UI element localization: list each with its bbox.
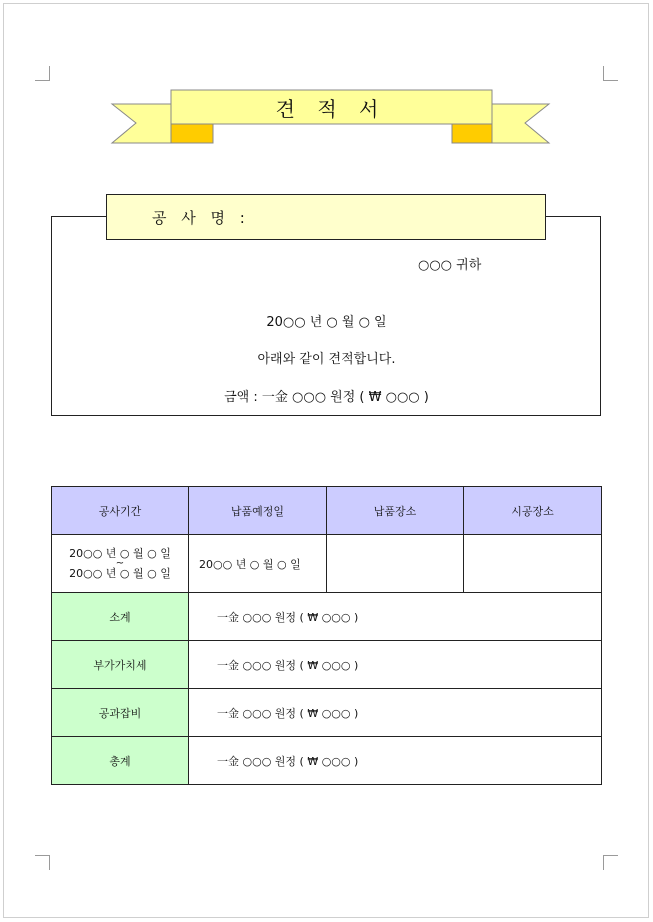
- table-header-row: [52, 487, 602, 535]
- period-end: 20○○ 년 ○ 월 ○ 일: [69, 566, 171, 580]
- misc-expense-label: 공과잡비: [52, 689, 189, 737]
- vat-amount: 一金 ○○○ 원정 ( ₩ ○○○ ): [189, 641, 602, 689]
- delivery-date-cell: [189, 535, 327, 593]
- period-start: 20○○ 년 ○ 월 ○ 일: [69, 546, 171, 560]
- delivery-place-cell: [327, 535, 464, 593]
- table-row: [52, 641, 602, 689]
- table-row: [52, 737, 602, 785]
- misc-expense-amount: 一金 ○○○ 원정 ( ₩ ○○○ ): [189, 689, 602, 737]
- table-row: [52, 593, 602, 641]
- header-delivery-date: 납품예정일: [189, 487, 327, 535]
- intro-line: 아래와 같이 견적합니다.: [257, 352, 396, 367]
- ribbon-left-tail: [112, 104, 175, 143]
- table-row: [52, 535, 602, 593]
- project-name-label: 공 사 명 :: [152, 209, 250, 227]
- header-period: 공사기간: [52, 487, 189, 535]
- header-delivery-place: 납품장소: [327, 487, 464, 535]
- project-name-box: [106, 194, 546, 240]
- total-label: 총계: [52, 737, 189, 785]
- ribbon-right-fold: [452, 124, 492, 143]
- corner-mark-bottom-left: [35, 855, 50, 870]
- document-title: 견 적 서: [275, 96, 387, 121]
- period-cell: [52, 535, 189, 593]
- header-construction-place: 시공장소: [464, 487, 602, 535]
- ribbon-right-tail: [488, 104, 549, 143]
- amount-line: 금액 : 一金 ○○○ 원정 ( ₩ ○○○ ): [224, 390, 429, 405]
- construction-place-cell: [464, 535, 602, 593]
- recipient-line: ○○○ 귀하: [418, 258, 482, 273]
- delivery-date-value: 20○○ 년 ○ 월 ○ 일: [199, 557, 301, 571]
- table-row: [52, 689, 602, 737]
- estimate-table: [51, 486, 602, 785]
- ribbon-left-fold: [171, 124, 213, 143]
- date-line: 20○○ 년 ○ 월 ○ 일: [266, 315, 387, 330]
- vat-label: 부가가치세: [52, 641, 189, 689]
- corner-mark-bottom-right: [603, 855, 618, 870]
- subtotal-amount: 一金 ○○○ 원정 ( ₩ ○○○ ): [189, 593, 602, 641]
- period-tilde: ~: [115, 557, 125, 569]
- title-ribbon: [0, 0, 653, 160]
- estimate-table-wrap: [51, 486, 601, 785]
- subtotal-label: 소계: [52, 593, 189, 641]
- total-amount: 一金 ○○○ 원정 ( ₩ ○○○ ): [189, 737, 602, 785]
